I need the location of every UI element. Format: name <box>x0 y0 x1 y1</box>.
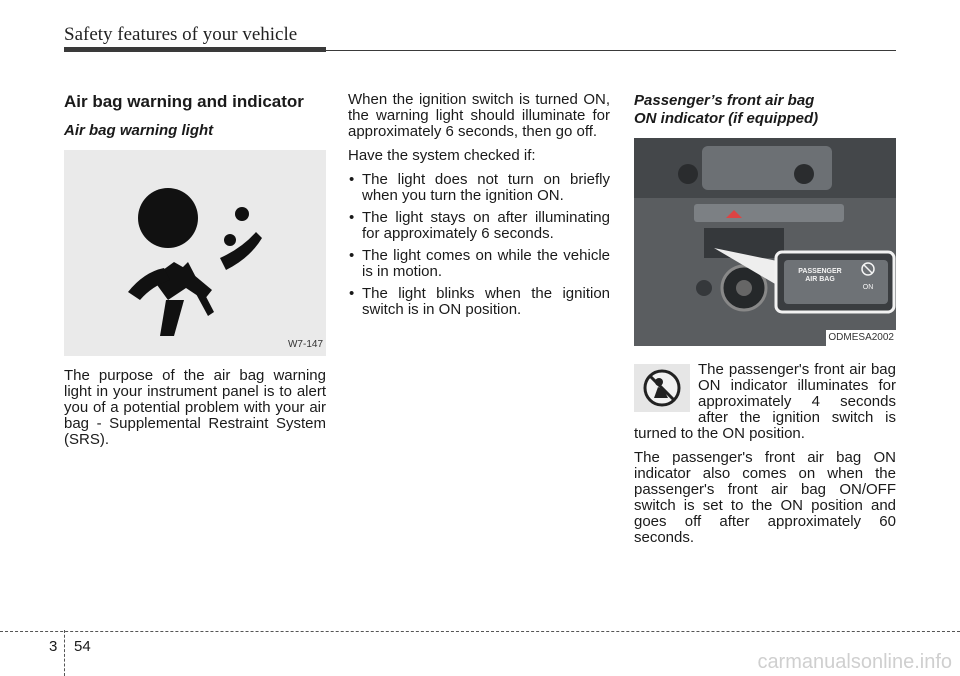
section-subheading <box>634 92 896 128</box>
indicator-paragraph-2: The passenger's front air bag ON indicator also comes on when the passenger's front air bag ON/OFF switch is set to the ON position and goes off after approximately 60 seconds. <box>634 449 896 546</box>
bullet-item: • The light does not turn on briefly when you turn the ignition ON. <box>348 172 610 204</box>
airbag-on-indicator-icon <box>634 364 690 412</box>
header-bar <box>64 47 326 52</box>
column-1 <box>64 92 326 456</box>
switch-on-label: ON <box>862 284 874 291</box>
page-dashed-line <box>0 631 960 632</box>
switch-callout <box>790 268 850 284</box>
switch-on-indicator <box>856 262 880 296</box>
switch-label-line-1: PASSENGER <box>798 268 842 275</box>
no-airbag-symbol-icon <box>861 262 875 276</box>
page-number: 54 <box>74 638 91 655</box>
page-divider <box>64 630 66 676</box>
airbag-warning-icon <box>64 150 326 356</box>
header-rule <box>326 50 896 51</box>
dashboard-photo <box>634 138 896 346</box>
section-subheading: Air bag warning light <box>64 122 214 139</box>
intro-paragraph: When the ignition switch is turned ON, the warning light should illuminate for approximately 6 seconds, then go off. <box>348 91 610 140</box>
bullet-item: • The light stays on after illuminating for approximately 6 seconds. <box>348 210 610 242</box>
airbag-warning-figure <box>64 150 326 356</box>
chapter-number: 3 <box>49 638 58 655</box>
switch-label-line-2: AIR BAG <box>805 276 835 283</box>
bullet-item: • The light blinks when the ignition switch is in ON position. <box>348 286 610 318</box>
bullet-item: • The light comes on while the vehicle is in motion. <box>348 248 610 280</box>
watermark: carmanualsonline.info <box>757 651 952 673</box>
column-2 <box>348 92 610 324</box>
indicator-paragraph-1: The passenger's front air bag ON indicator illuminates for approximately 4 seconds after the ignition switch is turned to the ON position. <box>634 361 896 442</box>
figure-code: ODMESA2002 <box>826 330 896 346</box>
header-title: Safety features of your vehicle <box>64 24 298 45</box>
figure-code: W7-147 <box>287 339 323 350</box>
subheading-line-2: ON indicator (if equipped) <box>634 110 819 127</box>
section-heading: Air bag warning and indicator <box>64 92 304 111</box>
check-intro: Have the system checked if: <box>348 147 536 164</box>
purpose-paragraph: The purpose of the air bag warning light in your instrument panel is to alert you of a potential problem with your air bag - Supplemental Restraint System (SRS). <box>64 367 326 448</box>
dashboard-illustration <box>634 138 896 346</box>
subheading-line-1: Passenger’s front air bag <box>634 92 815 109</box>
column-3 <box>634 92 896 554</box>
